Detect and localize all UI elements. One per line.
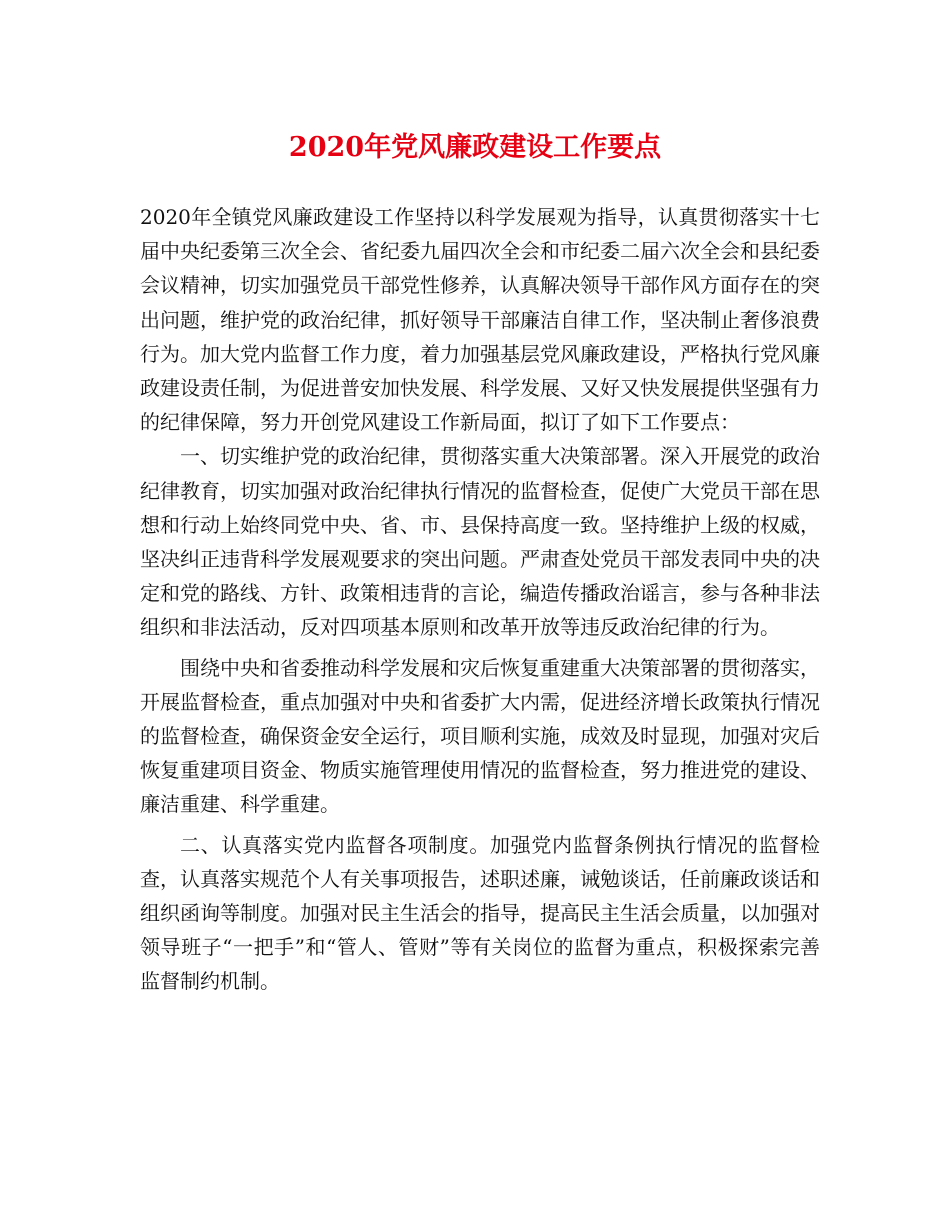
document-title: 2020年党风廉政建设工作要点	[288, 132, 662, 163]
paragraph-reconstruction: 围绕中央和省委推动科学发展和灾后恢复重建重大决策部署的贯彻落实，开展监督检查，重点加强对中央和省委扩大内需，促进经济增长政策执行情况的监督检查，确保资金安全运行，项目顺利实施，成效及时显现，加强对灾后恢复重建项目资金、物质实施管理使用情况的监督检查，努力推进党的建设、廉洁重建、科学重建。	[140, 655, 820, 817]
paragraph-section-one: 一、切实维护党的政治纪律，贯彻落实重大决策部署。深入开展党的政治纪律教育，切实加强对政治纪律执行情况的监督检查，促使广大党员干部在思想和行动上始终同党中央、省、市、县保持高度一致。坚持维护上级的权威，坚决纠正违背科学发展观要求的突出问题。严肃查处党员干部发表同中央的决定和党的路线、方针、政策相违背的言论，编造传播政治谣言，参与各种非法组织和非法活动，反对四项基本原则和改革开放等违反政治纪律的行为。	[140, 444, 820, 640]
paragraph-intro: 2020年全镇党风廉政建设工作坚持以科学发展观为指导，认真贯彻落实十七届中央纪委第三次全会、省纪委九届四次全会和市纪委二届六次全会和县纪委会议精神，切实加强党员干部党性修养，认真解决领导干部作风方面存在的突出问题，维护党的政治纪律，抓好领导干部廉洁自律工作，坚决制止奢侈浪费行为。加大党内监督工作力度，着力加强基层党风廉政建设，严格执行党风廉政建设责任制，为促进普安加快发展、科学发展、又好又快发展提供坚强有力的纪律保障，努力开创党风建设工作新局面，拟订了如下工作要点：	[140, 205, 820, 435]
document-body	[140, 200, 820, 999]
paragraph-section-two: 二、认真落实党内监督各项制度。加强党内监督条例执行情况的监督检查，认真落实规范个人有关事项报告，述职述廉，诫勉谈话，任前廉政谈话和组织函询等制度。加强对民主生活会的指导，提高民主生活会质量，以加强对领导班子“一把手”和“管人、管财”等有关岗位的监督为重点，积极探索完善监督制约机制。	[140, 832, 820, 994]
